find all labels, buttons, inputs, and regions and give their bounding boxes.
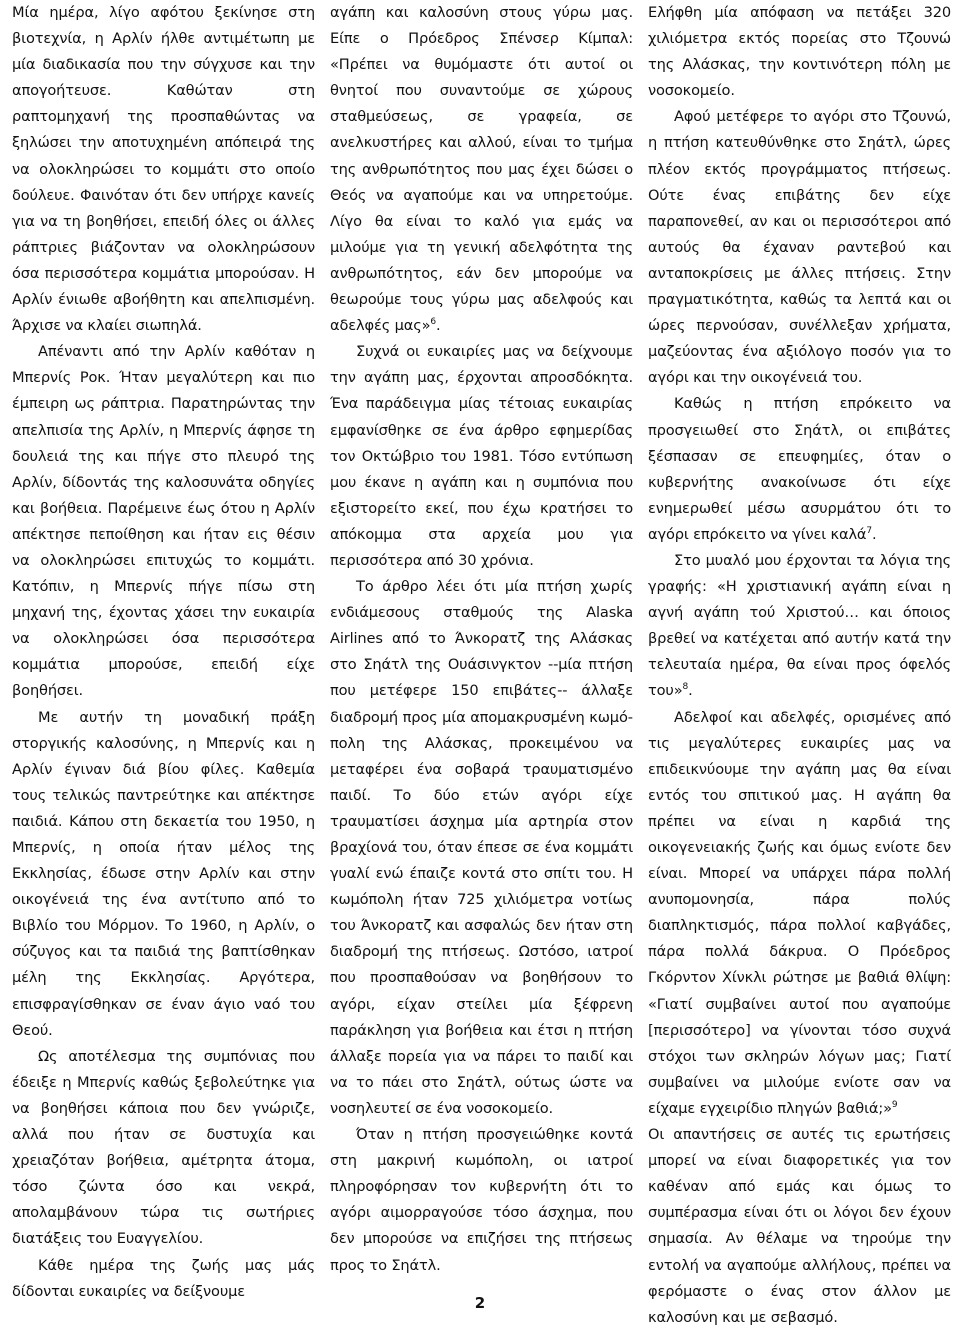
paragraph: Όταν η πτήση προσγειώθηκε κοντά στη μακρινή κωμόπολη, οι ιατροί πληροφόρησαν τον κυβερνήτη ότι το αγόρι αιμορραγούσε τόσο άσχημα, που δεν μπορούσε να επιζήσει της πτήσεως προς το Σηάτλ.: [330, 1126, 633, 1274]
page-number: 2: [474, 1294, 486, 1312]
paragraph: Ως αποτέλεσμα της συμπόνιας που έδειξε η Μπερνίς καθώς ξεβολεύτηκε για να βοηθήσει κάποια που δεν γνώριζε, αλλά που ήταν σε δυστυχία και χρειαζόταν βοήθεια, αμέτρητα άτομα, τόσο ζώντα όσο και νεκρά, απολαμβάνουν τώρα τις σωτήριες διατάξεις του Ευαγγελίου.: [12, 1047, 315, 1248]
paragraph: Στο μυαλό μου έρχονται τα λόγια της γραφής: «Η χριστιανική αγάπη είναι η αγνή αγάπη τού Χριστού… και όποιος βρεθεί να κατέχεται από αυτήν κατά την τελευταία ημέρα, θα είναι προς όφελός του»$^8$.: [648, 551, 951, 700]
column-right: [648, 0, 951, 1331]
paragraph-text: Στο μυαλό μου έρχονται τα λόγια της γραφής: «Η χριστιανική αγάπη είναι η αγνή αγάπη τού Χριστού… και όποιος βρεθεί να κατέχεται από αυτήν κατά την τελευταία ημέρα, θα είναι προς όφελός του»: [648, 551, 951, 700]
paragraph: Συχνά οι ευκαιρίες μας να δείχνουμε την αγάπη μας, έρχονται απροσδόκητα. Ένα παράδειγμα μίας τέτοιας ευκαιρίας εμφανίσθηκε σε ένα άρθρο εφημερίδας τον Οκτώβριο του 1981. Τόσο εντύπωση μου έκανε η αγάπη και η συμπόνια που εξιστορείτο εκεί, που έχω κρατήσει το απόκομμα στα αρχεία μου για περισσότερα από 30 χρόνια.: [330, 343, 633, 569]
paragraph: Αφού μετέφερε το αγόρι στο Τζουνώ, η πτήση κατευθύνθηκε στο Σηάτλ, ώρες πλέον εκτός προγράμματος πτήσεως. Ούτε ένας επιβάτης δεν είχε παραπονεθεί, αν και οι περισσότεροι από αυτούς θα έχαναν ραντεβού και ανταποκρίσεις με άλλες πτήσεις. Στην πραγματικότητα, καθώς τα λεπτά και οι ώρες περνούσαν, συνέλλεξαν χρήματα, μαζεύοντας ένα αξιόλογο ποσόν για το αγόρι και την οικογένειά του.: [648, 108, 951, 387]
footnote-ref: 9: [891, 1100, 898, 1111]
paragraph: Οι απαντήσεις σε αυτές τις ερωτήσεις μπορεί να είναι διαφορετικές για τον καθέναν από εμάς και όμως το συμπέρασμα είναι ότι οι λόγοι δεν έχουν σημασία. Αν θέλαμε να τηρούμε την εντολή να αγαπούμε αλλήλους, πρέπει να φερόμαστε ο ένας στον άλλον με καλοσύνη και με σεβασμό.: [648, 1126, 951, 1326]
paragraph-text: Αδελφοί και αδελφές, ορισμένες από τις μεγαλύτερες ευκαιρίες μας να επιδεικνύουμε την αγάπη μας θα είναι εντός του σπιτικού μας. Η αγάπη θα πρέπει να είναι η καρδιά της οικογενειακής ζωής και όμως ενίοτε δεν είναι. Μπορεί να υπάρχει πάρα πολλή ανυπομονησία, πάρα πολύς διαπληκτισμός, πάρα πολλοί καβγάδες, πάρα πολλά δάκρυα. Ο Πρόεδρος Γκόρντον Χίνκλι ρώτησε με βαθιά θλίψη: «Γιατί συμβαίνει αυτοί που αγαπούμε [περισσότερο] να γίνονται τόσο συχνά στόχοι των σκληρών λόγων μας; Γιατί συμβαίνει να μιλούμε ενίοτε σαν να είχαμε εγχειρίδιο πληγών βαθιά;»: [648, 708, 951, 1117]
footnote-ref: 7: [866, 526, 872, 537]
paragraph: Απέναντι από την Αρλίν καθόταν η Μπερνίς Ροκ. Ήταν μεγαλύτερη και πιο έμπειρη ως ράπτρια. Παρατηρώντας την απελπισία της Αρλίν, η Μπερνίς άφησε τη δουλειά της και πήγε στο πλευρό της Αρλίν, δίδοντάς της καλοσυνάτα οδηγίες και βοήθεια. Παρέμεινε έως ότου η Αρλίν απέκτησε πεποίθηση και ήταν εις θέσιν να ολοκληρώσει επιτυχώς το κομμάτι. Κατόπιν, η Μπερνίς πήγε πίσω στη μηχανή της, έχοντας χάσει την ευκαιρία να ολοκληρώσει όσα περισσότερα κομμάτια μπορούσε, επειδή είχε βοηθήσει.: [12, 343, 315, 700]
paragraph: Κάθε ημέρα της ζωής μας μάς δίδονται ευκαιρίες να δείξνουμε: [12, 1256, 315, 1300]
footnote-ref: 8: [682, 682, 689, 693]
paragraph: Μία ημέρα, λίγο αφότου ξεκίνησε στη βιοτεχνία, η Αρλίν ήλθε αντιμέτωπη με μία διαδικασία που την σύγχυσε και την απογοήτευσε. Καθώταν στη ραπτομηχανή της προσπαθώντας να ξηλώσει την αποτυχημένη απόπειρά της να ολοκληρώσει το κομμάτι στο οποίο δούλευε. Φαινόταν ότι δεν υπήρχε κανείς για να τη βοηθήσει, επειδή όλες οι άλλες ράπτριες βιάζονταν να ολοκληρώσουν όσα περισσότερα κομμάτια μπορούσαν. Η Αρλίν ένιωθε αβοήθητη και απελπισμένη. Άρχισε να κλαίει σιωπηλά.: [12, 4, 315, 335]
paragraph: Ελήφθη μία απόφαση να πετάξει 320 χιλιόμετρα εκτός πορείας στο Τζουνώ της Αλάσκας, την κοντινότερη πόλη με νοσοκομείο.: [648, 4, 951, 100]
paragraph: Το άρθρο λέει ότι μία πτήση χωρίς ενδιάμεσους σταθμούς της Alaska Airlines από το Άνκορατζ της Αλάσκας στο Σηάτλ της Ουάσινγκτον --μία πτήση που μετέφερε 150 επιβάτες-- άλλαξε διαδρομή προς μία απομακρυσμένη κωμόπολη της Αλάσκας, προκειμένου να μεταφέρει ένα σοβαρά τραυματισμένο παιδί. Το δύο ετών αγόρι είχε τραυματίσει άσχημα μία αρτηρία στον βραχίονά του, όταν έπεσε σε ένα κομμάτι γυαλί ενώ έπαιζε κοντά στο σπίτι του. Η κωμόπολη ήταν 725 χιλιόμετρα νοτίως του Άνκορατζ και ασφαλώς δεν ήταν στη διαδρομή της πτήσεως. Ωστόσο, ιατροί που προσπαθούσαν να βοηθήσουν το αγόρι, είχαν στείλει μία ξέφρενη παράκληση για βοήθεια και έτσι η πτήση άλλαξε πορεία για να πάρει το παιδί και να το πάει στο Σηάτλ, ούτως ώστε να νοσηλευτεί σε ένα νοσοκομείο.: [330, 578, 633, 1117]
column-middle: [330, 0, 633, 1331]
paragraph: Καθώς η πτήση επρόκειτο να προσγειωθεί στο Σηάτλ, οι επιβάτες ξέσπασαν σε επευφημίες, όταν ο κυβερνήτης ανακοίνωσε ότι είχε ενημερωθεί μέσω ασυρμάτου ότι το αγόρι επρόκειτο να γίνει καλά$^7$.: [648, 395, 951, 543]
paragraph-text: Καθώς η πτήση επρόκειτο να προσγειωθεί στο Σηάτλ, οι επιβάτες ξέσπασαν σε επευφημίες, όταν ο κυβερνήτης ανακοίνωσε ότι είχε ενημερωθεί μέσω ασυρμάτου ότι το αγόρι επρόκειτο να γίνει καλά: [648, 395, 951, 543]
column-left: [12, 0, 315, 1331]
paragraph: [648, 705, 951, 1123]
footnote-ref: 6: [430, 317, 436, 328]
text-columns: [12, 0, 952, 1331]
paragraph-text: αγάπη και καλοσύνη στους γύρω μας. Είπε ο Πρόεδρος Σπένσερ Κίμπαλ: «Πρέπει να θυμόμαστε ότι αυτοί οι θνητοί που συναντούμε σε χώρους σταθμεύσεως, σε γραφεία, σε ανελκυστήρες και αλλού, είναι το τμήμα της ανθρωπότητος που μας έχει δώσει ο Θεός να αγαπούμε και να υπηρετούμε. Λίγο θα είναι το καλό για εμάς να μιλούμε για τη γενική αδελφότητα της ανθρωπότητος, εάν δεν μπορούμε να θεωρούμε τους γύρω μας αδελφούς και αδελφές μας»: [330, 4, 633, 335]
paragraph: αγάπη και καλοσύνη στους γύρω μας. Είπε ο Πρόεδρος Σπένσερ Κίμπαλ: «Πρέπει να θυμόμαστε ότι αυτοί οι θνητοί που συναντούμε σε χώρους σταθμεύσεως, σε γραφεία, σε ανελκυστήρες και αλλού, είναι το τμήμα της ανθρωπότητος που μας έχει δώσει ο Θεός να αγαπούμε και να υπηρετούμε. Λίγο θα είναι το καλό για εμάς να μιλούμε για τη γενική αδελφότητα της ανθρωπότητος, εάν δεν μπορούμε να θεωρούμε τους γύρω μας αδελφούς και αδελφές μας»$^6$.: [330, 4, 633, 335]
paragraph: Με αυτήν τη μοναδική πράξη στοργικής καλοσύνης, η Μπερνίς και η Αρλίν έγιναν διά βίου φίλες. Καθεμία τους τελικώς παντρεύτηκε και απέκτησε παιδιά. Κάπου στη δεκαετία του 1950, η Μπερνίς, η οποία ήταν μέλος της Εκκλησίας, έδωσε στην Αρλίν και στην οικογένειά της ένα αντίτυπο από το Βιβλίο του Μόρμον. Το 1960, η Αρλίν, ο σύζυγος και τα παιδιά της βαπτίσθηκαν μέλη της Εκκλησίας. Αργότερα, επισφραγίσθηκαν σε έναν άγιο ναό του Θεού.: [12, 708, 315, 1039]
